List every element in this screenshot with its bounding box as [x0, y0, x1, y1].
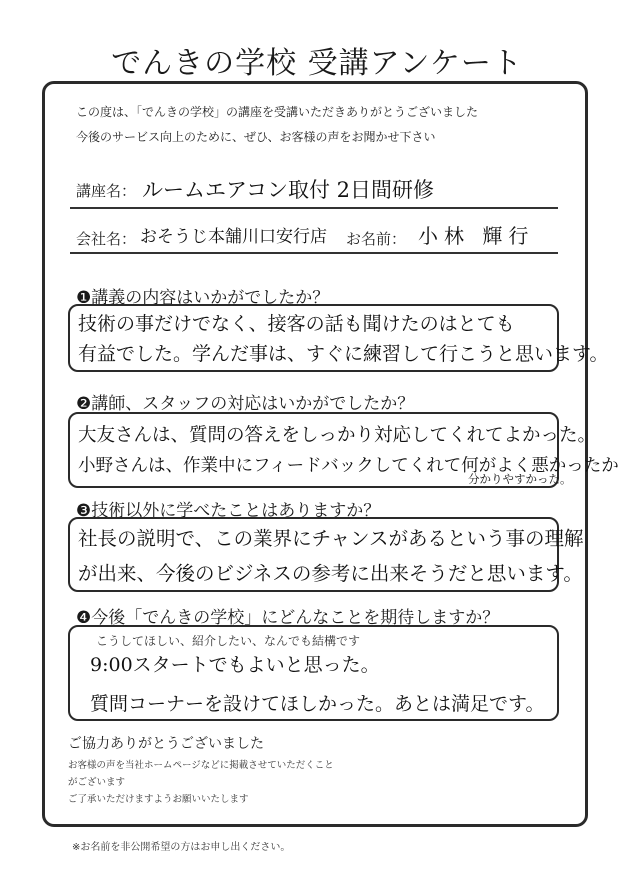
company-label: 会社名： [76, 230, 137, 248]
question-3-heading: ❸技術以外に学べたことはありますか？ [76, 501, 381, 521]
question-2-answer-line-1: 大友さんは、質問の答えをしっかり対応してくれてよかった。 [78, 425, 597, 446]
course-underline [70, 207, 558, 209]
name-value: 小林 輝行 [418, 224, 535, 248]
intro-line-2: 今後のサービス向上のために、ぜひ、お客様の声をお聞かせ下さい [76, 130, 436, 144]
company-value: おそうじ本舗川口安行店 [140, 227, 327, 247]
question-4-heading: ❹今後「でんきの学校」にどんなことを期待しますか？ [76, 608, 500, 628]
closing-note-3: ご了承いただけますようお願いいたします [68, 794, 249, 805]
question-3-answer-line-1: 社長の説明で、この業界にチャンスがあるという事の理解 [78, 527, 584, 550]
footnote: ※お名前を非公開希望の方はお申し出ください。 [72, 842, 291, 853]
company-underline [70, 252, 558, 254]
question-2-heading: ❷講師、スタッフの対応はいかがでしたか？ [76, 394, 415, 414]
question-2-answer-line-2: 小野さんは、作業中にフィードバックしてくれて何がよく悪かったか [78, 456, 619, 476]
closing-thanks: ご協力ありがとうございました [68, 736, 264, 752]
closing-note-2: がございます [68, 777, 126, 788]
question-4-hint: こうしてほしい、紹介したい、なんでも結構です [96, 634, 361, 648]
course-label: 講座名： [76, 182, 137, 200]
question-1-answer-line-2: 有益でした。学んだ事は、すぐに練習して行こうと思います。 [78, 343, 609, 365]
course-value: ルームエアコン取付 2日間研修 [142, 178, 434, 202]
closing-note-1: お客様の声を当社ホームページなどに掲載させていただくこと [68, 760, 334, 771]
question-1-answer-line-1: 技術の事だけでなく、接客の話も聞けたのはとても [78, 313, 515, 335]
page-title: でんきの学校 受講アンケート [111, 46, 523, 81]
question-1-heading: ❶講義の内容はいかがでしたか？ [76, 288, 330, 308]
question-4-answer-line-2: 質問コーナーを設けてほしかった。あとは満足です。 [90, 693, 545, 715]
question-4-answer-line-1: 9:00スタートでもよいと思った。 [90, 654, 380, 676]
name-label: お名前： [346, 230, 407, 248]
question-2-answer-note: 分かりやすかった。 [468, 472, 572, 486]
question-3-answer-line-2: が出来、今後のビジネスの参考に出来そうだと思います。 [78, 562, 583, 585]
intro-line-1: この度は、「でんきの学校」の講座を受講いただきありがとうございました [76, 105, 479, 119]
